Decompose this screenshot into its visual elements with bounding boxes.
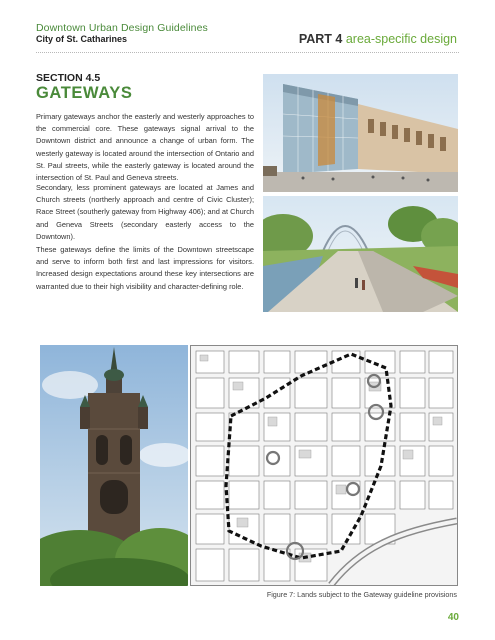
header-divider bbox=[36, 52, 459, 53]
paragraph-gateway-role: These gateways define the limits of the Downtown streetscape and serve to inform both first and last impressions for visitors. Increased design expectations around these key intersections are warranted due to their high visibility and character-defining role. bbox=[36, 245, 254, 291]
paragraph-primary-gateways: Primary gateways anchor the easterly and westerly approaches to the commercial core. These gateways signal arrival to the Downtown district and announce a change of urban form. The westerly gateway is located around the intersection of Ontario and St. Paul streets, while the easterly gateway is located around the intersection of St. Paul and Geneva streets. bbox=[36, 112, 254, 183]
gateway-building-rendering bbox=[263, 74, 458, 192]
gateway-lands-map bbox=[190, 345, 458, 586]
part-heading bbox=[299, 32, 457, 46]
section-title: GATEWAYS bbox=[36, 84, 133, 102]
part-title: area-specific design bbox=[345, 32, 457, 46]
document-title: Downtown Urban Design Guidelines bbox=[36, 22, 208, 34]
city-name: City of St. Catharines bbox=[36, 34, 128, 44]
page-number: 40 bbox=[447, 612, 459, 623]
figure-caption: Figure 7: Lands subject to the Gateway guideline provisions bbox=[266, 590, 457, 599]
church-tower-photo bbox=[40, 345, 188, 586]
paragraph-secondary-gateways: Secondary, less prominent gateways are located at James and Church streets (northerly approach and centre of Civic Cluster); Race Street (southerly gateway from Highway 406); and at Church and Geneva Streets (secondary easterly access to the Downtown). bbox=[36, 183, 254, 241]
section-label: SECTION 4.5 bbox=[36, 72, 101, 84]
gateway-bridge-rendering bbox=[263, 196, 458, 312]
part-label: PART 4 bbox=[298, 32, 343, 46]
